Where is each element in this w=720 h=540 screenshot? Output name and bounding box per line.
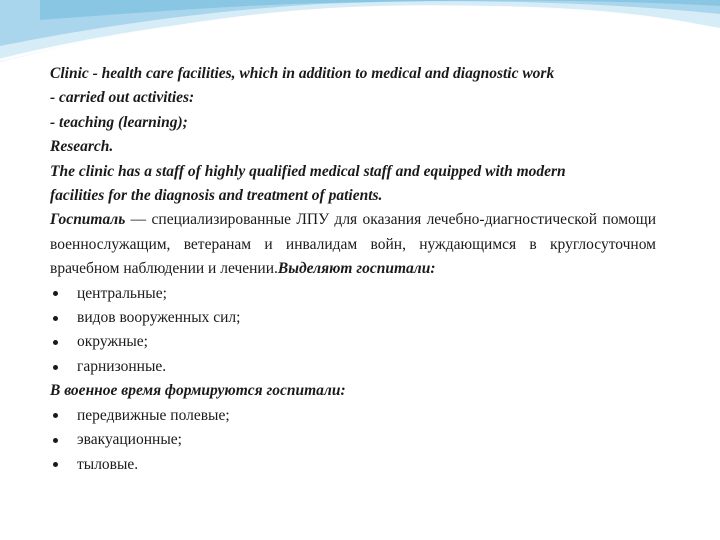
list-item [50,453,656,477]
slide-body [50,62,656,477]
bullet-icon [53,365,58,370]
english-line-2: - carried out activities: [50,89,195,107]
bullet-icon [53,413,58,418]
list-item-label: тыловые. [77,455,139,473]
list-item-label: видов вооруженных сил; [77,309,241,327]
hospital-definition-paragraph [50,208,656,281]
hospital-term: Госпиталь [50,211,126,229]
english-line-3: - teaching (learning); [50,113,188,131]
bullet-icon [53,291,58,296]
list-item [50,404,656,428]
list-item [50,428,656,452]
hospital-definition: — специализированные ЛПУ для оказания лечебно-диагностической помощи военнослужащим, ветеранам и инвалидам войн, нуждающимся в круглосуточном врачебном наблюдении и лечении. [50,211,656,278]
list-item [50,330,656,354]
english-line-4: Research. [50,138,114,156]
bullet-icon [53,462,58,467]
list-item-label: эвакуационные; [77,431,182,449]
bullet-icon [53,340,58,345]
bullet-icon [53,316,58,321]
list-item [50,306,656,330]
list-item-label: гарнизонные. [77,357,167,375]
english-line-5: The clinic has a staff of highly qualified medical staff and equipped with modern [50,162,566,180]
hospital-types-heading: Выделяют госпитали: [277,260,436,278]
list-item [50,282,656,306]
english-line-6: facilities for the diagnosis and treatment of patients. [50,187,383,205]
bullet-icon [53,438,58,443]
wartime-heading: В военное время формируются госпитали: [50,382,346,400]
list-item-label: центральные; [77,284,167,302]
list-item [50,355,656,379]
list-item-label: передвижные полевые; [77,406,230,424]
list-item-label: окружные; [77,333,148,351]
english-line-1: Clinic - health care facilities, which in addition to medical and diagnostic work [50,65,555,82]
